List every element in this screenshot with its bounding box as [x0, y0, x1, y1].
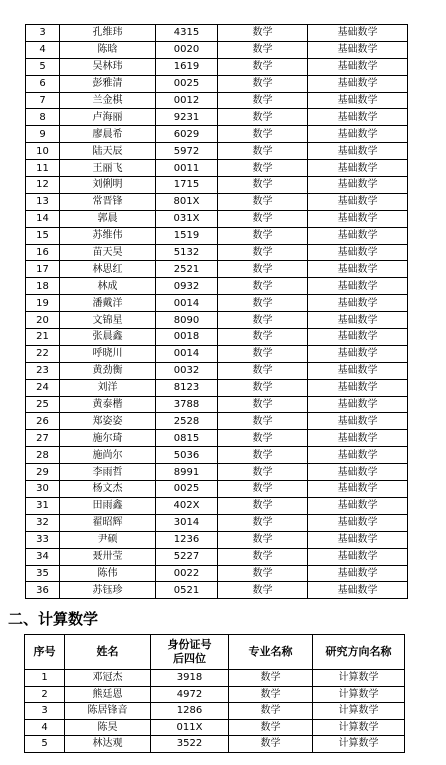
cell-major: 数学: [218, 379, 308, 396]
cell-name: 施尔琦: [60, 430, 156, 447]
cell-direction: 基础数学: [308, 464, 408, 481]
cell-id-last4: 5972: [156, 143, 218, 160]
computational-math-table-body: [25, 670, 405, 753]
cell-direction: 基础数学: [308, 25, 408, 42]
table-row: [26, 58, 408, 75]
cell-major: 数学: [229, 670, 313, 687]
cell-name: 潘戴洋: [60, 295, 156, 312]
cell-id-last4: 4315: [156, 25, 218, 42]
cell-name: 孔维玮: [60, 25, 156, 42]
cell-id-last4: 5227: [156, 548, 218, 565]
computational-math-table: [24, 634, 405, 753]
cell-direction: 基础数学: [308, 109, 408, 126]
cell-direction: 基础数学: [308, 582, 408, 599]
cell-seq: 6: [26, 75, 60, 92]
cell-seq: 23: [26, 362, 60, 379]
cell-major: 数学: [218, 531, 308, 548]
cell-major: 数学: [218, 565, 308, 582]
cell-id-last4: 0012: [156, 92, 218, 109]
cell-major: 数学: [218, 244, 308, 261]
cell-name: 郑姿姿: [60, 413, 156, 430]
cell-direction: 基础数学: [308, 58, 408, 75]
cell-direction: 基础数学: [308, 481, 408, 498]
cell-seq: 30: [26, 481, 60, 498]
cell-direction: 基础数学: [308, 210, 408, 227]
table-row: [26, 210, 408, 227]
table-row: [26, 295, 408, 312]
cell-direction: 基础数学: [308, 379, 408, 396]
table-row: [25, 719, 405, 736]
cell-seq: 3: [25, 703, 65, 720]
cell-name: 兰金棋: [60, 92, 156, 109]
cell-name: 刘洋: [60, 379, 156, 396]
table-row: [26, 193, 408, 210]
cell-major: 数学: [218, 109, 308, 126]
cell-direction: 基础数学: [308, 345, 408, 362]
cell-major: 数学: [218, 430, 308, 447]
cell-name: 杨文杰: [60, 481, 156, 498]
cell-seq: 29: [26, 464, 60, 481]
cell-id-last4: 3014: [156, 514, 218, 531]
cell-name: 尹硕: [60, 531, 156, 548]
cell-name: 廖晨希: [60, 126, 156, 143]
cell-name: 黄劲衡: [60, 362, 156, 379]
table-row: [25, 670, 405, 687]
cell-seq: 32: [26, 514, 60, 531]
cell-id-last4: 5132: [156, 244, 218, 261]
cell-direction: 基础数学: [308, 126, 408, 143]
cell-id-last4: 1519: [156, 227, 218, 244]
header-id-last4: [151, 635, 229, 670]
cell-id-last4: 1236: [156, 531, 218, 548]
cell-major: 数学: [218, 514, 308, 531]
cell-direction: 基础数学: [308, 312, 408, 329]
cell-name: 文锦星: [60, 312, 156, 329]
cell-name: 陈晗: [60, 41, 156, 58]
cell-seq: 4: [25, 719, 65, 736]
cell-id-last4: 1619: [156, 58, 218, 75]
cell-direction: 基础数学: [308, 430, 408, 447]
cell-id-last4: 402X: [156, 497, 218, 514]
cell-name: 邓冠杰: [65, 670, 151, 687]
table-row: [26, 582, 408, 599]
cell-seq: 5: [26, 58, 60, 75]
table-row: [26, 497, 408, 514]
cell-major: 数学: [218, 312, 308, 329]
header-seq: 序号: [25, 635, 65, 670]
cell-id-last4: 0011: [156, 160, 218, 177]
cell-direction: 基础数学: [308, 413, 408, 430]
cell-seq: 21: [26, 329, 60, 346]
table-row: [26, 362, 408, 379]
cell-name: 呼晓川: [60, 345, 156, 362]
cell-seq: 11: [26, 160, 60, 177]
cell-name: 卢海丽: [60, 109, 156, 126]
cell-id-last4: 5036: [156, 447, 218, 464]
cell-id-last4: 0014: [156, 295, 218, 312]
cell-id-last4: 0018: [156, 329, 218, 346]
header-major: 专业名称: [229, 635, 313, 670]
cell-major: 数学: [218, 278, 308, 295]
cell-direction: 计算数学: [313, 703, 405, 720]
cell-major: 数学: [229, 686, 313, 703]
table-row: [26, 379, 408, 396]
cell-major: 数学: [218, 210, 308, 227]
cell-id-last4: 0025: [156, 481, 218, 498]
cell-seq: 35: [26, 565, 60, 582]
cell-major: 数学: [218, 329, 308, 346]
table-row: [26, 329, 408, 346]
cell-seq: 19: [26, 295, 60, 312]
cell-name: 黄泰楷: [60, 396, 156, 413]
table-row: [26, 413, 408, 430]
cell-id-last4: 0022: [156, 565, 218, 582]
cell-direction: 基础数学: [308, 244, 408, 261]
table-row: [25, 703, 405, 720]
cell-direction: 基础数学: [308, 362, 408, 379]
cell-major: 数学: [229, 703, 313, 720]
cell-seq: 28: [26, 447, 60, 464]
cell-name: 林思红: [60, 261, 156, 278]
cell-id-last4: 3788: [156, 396, 218, 413]
cell-name: 田雨鑫: [60, 497, 156, 514]
cell-direction: 基础数学: [308, 531, 408, 548]
cell-seq: 16: [26, 244, 60, 261]
cell-major: 数学: [218, 41, 308, 58]
cell-name: 常晋锋: [60, 193, 156, 210]
cell-seq: 17: [26, 261, 60, 278]
cell-seq: 3: [26, 25, 60, 42]
cell-major: 数学: [218, 464, 308, 481]
table-row: [26, 531, 408, 548]
cell-id-last4: 801X: [156, 193, 218, 210]
cell-name: 彭雅清: [60, 75, 156, 92]
cell-major: 数学: [218, 582, 308, 599]
cell-major: 数学: [218, 345, 308, 362]
cell-seq: 2: [25, 686, 65, 703]
cell-name: 李雨哲: [60, 464, 156, 481]
table-row: [26, 464, 408, 481]
cell-id-last4: 011X: [151, 719, 229, 736]
table-row: [26, 312, 408, 329]
cell-major: 数学: [229, 736, 313, 753]
cell-direction: 基础数学: [308, 41, 408, 58]
cell-name: 陆天辰: [60, 143, 156, 160]
table-row: [26, 244, 408, 261]
cell-direction: 计算数学: [313, 686, 405, 703]
cell-direction: 基础数学: [308, 497, 408, 514]
table-row: [26, 481, 408, 498]
cell-major: 数学: [218, 261, 308, 278]
cell-direction: 基础数学: [308, 261, 408, 278]
cell-seq: 8: [26, 109, 60, 126]
cell-direction: 基础数学: [308, 514, 408, 531]
cell-name: 郭晨: [60, 210, 156, 227]
cell-name: 苏钰珍: [60, 582, 156, 599]
cell-major: 数学: [218, 193, 308, 210]
cell-seq: 33: [26, 531, 60, 548]
cell-seq: 31: [26, 497, 60, 514]
cell-major: 数学: [218, 25, 308, 42]
cell-major: 数学: [218, 295, 308, 312]
cell-seq: 13: [26, 193, 60, 210]
cell-name: 陈伟: [60, 565, 156, 582]
cell-major: 数学: [218, 58, 308, 75]
cell-name: 刘俐明: [60, 177, 156, 194]
cell-seq: 10: [26, 143, 60, 160]
table-row: [26, 92, 408, 109]
cell-major: 数学: [218, 481, 308, 498]
cell-direction: 基础数学: [308, 295, 408, 312]
table-row: [26, 126, 408, 143]
cell-direction: 基础数学: [308, 548, 408, 565]
table-row: [26, 109, 408, 126]
table-row: [26, 565, 408, 582]
cell-id-last4: 0815: [156, 430, 218, 447]
header-id-last4-line2: 后四位: [173, 652, 206, 665]
cell-major: 数学: [218, 227, 308, 244]
cell-seq: 27: [26, 430, 60, 447]
cell-direction: 基础数学: [308, 447, 408, 464]
math-basic-table-body: [26, 25, 408, 599]
cell-seq: 25: [26, 396, 60, 413]
section-title: 二、计算数学: [8, 610, 99, 628]
table-row: [26, 548, 408, 565]
table-row: [26, 75, 408, 92]
cell-seq: 1: [25, 670, 65, 687]
cell-major: 数学: [218, 497, 308, 514]
cell-id-last4: 2528: [156, 413, 218, 430]
cell-major: 数学: [218, 548, 308, 565]
cell-direction: 基础数学: [308, 329, 408, 346]
cell-major: 数学: [218, 126, 308, 143]
cell-major: 数学: [229, 719, 313, 736]
cell-id-last4: 0032: [156, 362, 218, 379]
cell-id-last4: 6029: [156, 126, 218, 143]
cell-direction: 基础数学: [308, 177, 408, 194]
cell-direction: 计算数学: [313, 670, 405, 687]
table-row: [26, 41, 408, 58]
cell-name: 陈昊: [65, 719, 151, 736]
cell-name: 苗天昊: [60, 244, 156, 261]
cell-id-last4: 0932: [156, 278, 218, 295]
cell-major: 数学: [218, 413, 308, 430]
table-row: [25, 686, 405, 703]
cell-direction: 计算数学: [313, 736, 405, 753]
cell-seq: 5: [25, 736, 65, 753]
header-id-last4-line1: 身份证号: [167, 638, 212, 651]
cell-direction: 基础数学: [308, 396, 408, 413]
cell-direction: 基础数学: [308, 143, 408, 160]
cell-seq: 36: [26, 582, 60, 599]
cell-name: 王丽飞: [60, 160, 156, 177]
cell-id-last4: 8991: [156, 464, 218, 481]
cell-major: 数学: [218, 160, 308, 177]
cell-id-last4: 1715: [156, 177, 218, 194]
table-row: [26, 227, 408, 244]
cell-id-last4: 0020: [156, 41, 218, 58]
table-row: [26, 430, 408, 447]
cell-major: 数学: [218, 177, 308, 194]
cell-id-last4: 8090: [156, 312, 218, 329]
cell-id-last4: 3918: [151, 670, 229, 687]
cell-major: 数学: [218, 92, 308, 109]
cell-seq: 9: [26, 126, 60, 143]
cell-direction: 基础数学: [308, 160, 408, 177]
cell-seq: 7: [26, 92, 60, 109]
cell-seq: 20: [26, 312, 60, 329]
cell-major: 数学: [218, 396, 308, 413]
cell-name: 林达观: [65, 736, 151, 753]
cell-name: 张晨鑫: [60, 329, 156, 346]
cell-id-last4: 9231: [156, 109, 218, 126]
cell-id-last4: 1286: [151, 703, 229, 720]
table-row: [26, 278, 408, 295]
cell-id-last4: 0521: [156, 582, 218, 599]
cell-major: 数学: [218, 75, 308, 92]
cell-id-last4: 8123: [156, 379, 218, 396]
cell-id-last4: 031X: [156, 210, 218, 227]
table-row: [26, 261, 408, 278]
cell-seq: 12: [26, 177, 60, 194]
table-row: [25, 736, 405, 753]
cell-direction: 基础数学: [308, 193, 408, 210]
header-direction: 研究方向名称: [313, 635, 405, 670]
cell-name: 苏维伟: [60, 227, 156, 244]
cell-seq: 26: [26, 413, 60, 430]
cell-seq: 4: [26, 41, 60, 58]
table-row: [26, 345, 408, 362]
table-row: [26, 447, 408, 464]
table-row: [26, 25, 408, 42]
table-row: [26, 160, 408, 177]
cell-seq: 18: [26, 278, 60, 295]
table-row: [26, 514, 408, 531]
cell-id-last4: 4972: [151, 686, 229, 703]
cell-direction: 基础数学: [308, 278, 408, 295]
table-row: [26, 396, 408, 413]
cell-seq: 14: [26, 210, 60, 227]
table-row: [26, 177, 408, 194]
cell-direction: 基础数学: [308, 227, 408, 244]
cell-id-last4: 3522: [151, 736, 229, 753]
cell-id-last4: 0025: [156, 75, 218, 92]
cell-name: 吴林玮: [60, 58, 156, 75]
cell-seq: 15: [26, 227, 60, 244]
cell-seq: 24: [26, 379, 60, 396]
cell-direction: 计算数学: [313, 719, 405, 736]
cell-direction: 基础数学: [308, 75, 408, 92]
header-name: 姓名: [65, 635, 151, 670]
cell-name: 施尚尔: [60, 447, 156, 464]
header-row: [25, 635, 405, 670]
cell-major: 数学: [218, 362, 308, 379]
table-row: [26, 143, 408, 160]
cell-name: 陈居锋音: [65, 703, 151, 720]
cell-name: 熊廷恩: [65, 686, 151, 703]
cell-major: 数学: [218, 143, 308, 160]
cell-name: 聂卅莹: [60, 548, 156, 565]
cell-id-last4: 2521: [156, 261, 218, 278]
math-basic-table: [25, 24, 408, 599]
cell-major: 数学: [218, 447, 308, 464]
cell-id-last4: 0014: [156, 345, 218, 362]
cell-name: 林成: [60, 278, 156, 295]
cell-direction: 基础数学: [308, 92, 408, 109]
cell-name: 翟昭辉: [60, 514, 156, 531]
cell-direction: 基础数学: [308, 565, 408, 582]
cell-seq: 22: [26, 345, 60, 362]
cell-seq: 34: [26, 548, 60, 565]
